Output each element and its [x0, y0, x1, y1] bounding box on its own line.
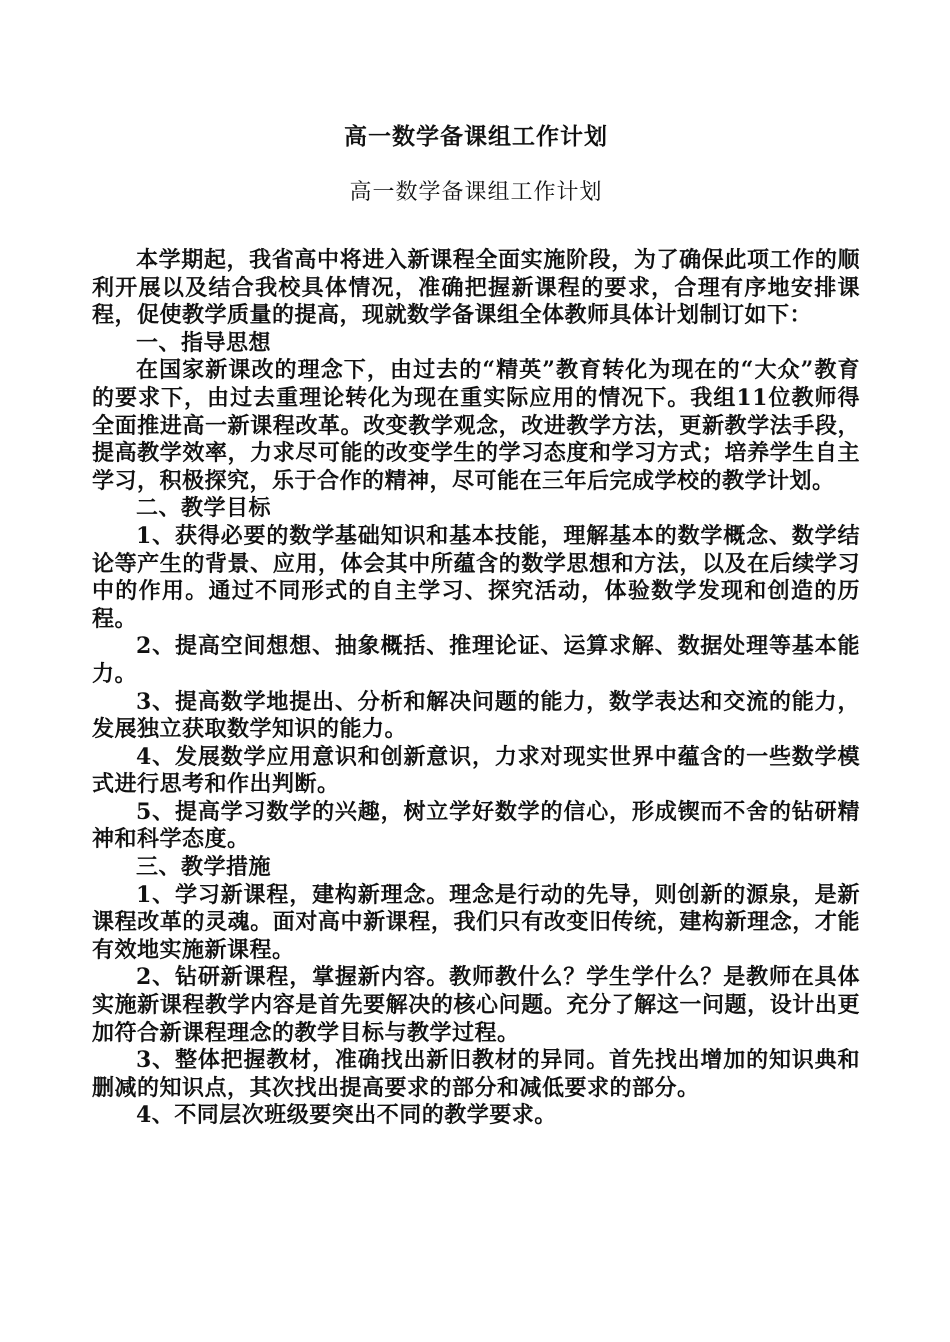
document-body: [92, 247, 860, 1130]
section-teaching-measures: [92, 854, 860, 1130]
goal-item: 4、发展数学应用意识和创新意识，力求对现实世界中蕴含的一些数学模式进行思考和作出判断。: [92, 743, 860, 798]
section-teaching-goals: [92, 495, 860, 854]
section-heading: 二、教学目标: [136, 495, 272, 522]
document-page: [92, 118, 860, 1130]
measure-item: 2、钻研新课程，掌握新内容。教师教什么？学生学什么？是教师在具体实施新课程教学内容是首先要解决的核心问题。充分了解这一问题，设计出更加符合新课程理念的教学目标与教学过程。: [92, 964, 860, 1046]
section-heading: 三、教学措施: [136, 854, 272, 881]
goal-item: 5、提高学习数学的兴趣，树立学好数学的信心，形成锲而不舍的钻研精神和科学态度。: [92, 798, 860, 853]
measure-item: 4、不同层次班级要突出不同的教学要求。: [136, 1102, 557, 1129]
measure-item: 3、整体把握教材，准确找出新旧教材的异同。首先找出增加的知识典和删减的知识点，其次找出提高要求的部分和减低要求的部分。: [92, 1047, 860, 1101]
goal-item: 3、提高数学地提出、分析和解决问题的能力，数学表达和交流的能力，发展独立获取数学知识的能力。: [92, 688, 860, 743]
document-subtitle: 高一数学备课组工作计划: [349, 180, 603, 205]
goal-item: 1、获得必要的数学基础知识和基本技能，理解基本的数学概念、数学结论等产生的背景、应用，体会其中所蕴含的数学思想和方法，以及在后续学习中的作用。通过不同形式的自主学习、探究活动，体验数学发现和创造的历程。: [92, 522, 860, 632]
section-paragraph: 在国家新课改的理念下，由过去的“精英”教育转化为现在的“大众”教育的要求下，由过去重理论转化为现在重实际应用的情况下。我组11位教师得全面推进高一新课程改革。改变教学观念，改进教学方法，更新教学法手段，提高教学效率，力求尽可能的改变学生的学习态度和学习方式；培养学生自主学习，积极探究，乐于合作的精神，尽可能在三年后完成学校的教学计划。: [92, 357, 860, 494]
intro-paragraph: 本学期起，我省高中将进入新课程全面实施阶段，为了确保此项工作的顺利开展以及结合我校具体情况，准确把握新课程的要求，合理有序地安排课程，促使教学质量的提高，现就数学备课组全体教师具体计划制订如下：: [92, 247, 860, 329]
section-heading: 一、指导思想: [136, 329, 272, 356]
measure-item: 1、学习新课程，建构新理念。理念是行动的先导，则创新的源泉，是新课程改革的灵魂。面对高中新课程，我们只有改变旧传统，建构新理念，才能有效地实施新课程。: [92, 881, 860, 963]
section-guiding-ideology: [92, 330, 860, 496]
goal-item: 2、提高空间想想、抽象概括、推理论证、运算求解、数据处理等基本能力。: [92, 633, 860, 687]
document-title: 高一数学备课组工作计划: [344, 123, 608, 150]
